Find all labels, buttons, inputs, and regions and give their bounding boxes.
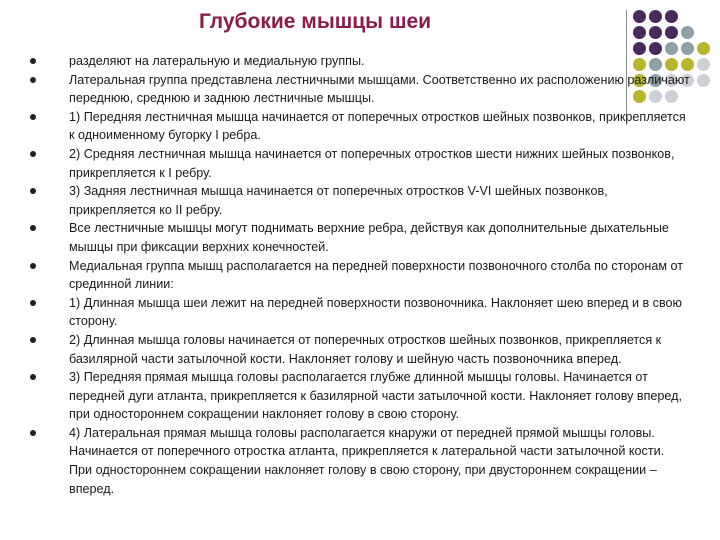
- bullet-text: 3) Передняя прямая мышца головы располагается глубже длинной мышцы головы. Начинается от передней дуги атланта, прикрепляется к базилярной части затылочной кости. Наклоняет голову вперед, при одностороннем сокращении наклоняет голову в свою сторону.: [69, 370, 683, 422]
- bullet-dot-icon: [30, 225, 36, 231]
- bullet-dot-icon: [30, 188, 36, 194]
- decorative-dot-icon: [697, 58, 710, 71]
- bullet-item: [30, 257, 690, 294]
- bullet-text: разделяют на латеральную и медиальную группы.: [69, 54, 365, 68]
- bullet-item: [30, 108, 690, 145]
- bullet-text: 2) Длинная мышца головы начинается от поперечных отростков шейных позвонков, прикрепляется к базилярной части затылочной кости. Наклоняет голову и шейную часть позвоночника вперед.: [69, 332, 662, 366]
- bullet-dot-icon: [30, 300, 36, 306]
- bullet-dot-icon: [30, 430, 36, 436]
- bullet-text: Все лестничные мышцы могут поднимать верхние ребра, действуя как дополнительные дыхательные мышцы при фиксации верхних конечностей.: [69, 221, 669, 254]
- bullet-text: 4) Латеральная прямая мышца головы располагается кнаружи от передней прямой мышцы головы. Начинается от поперечного отростка атланта, прикрепляется к латеральной части затылочной кости. При одностороннем сокращении наклоняет голову в свою сторону, при двустороннем сокращении – вперед.: [69, 425, 665, 496]
- bullet-dot-icon: [30, 58, 36, 64]
- bullet-dot-icon: [30, 151, 36, 157]
- bullet-text: 2) Средняя лестничная мышца начинается от поперечных отростков шести нижних шейных позвонков, прикрепляется к I ребру.: [69, 146, 675, 180]
- decorative-dot-icon: [665, 26, 678, 39]
- bullet-text: 3) Задняя лестничная мышца начинается от поперечных отростков V-VI шейных позвонков, прикрепляется ко II ребру.: [69, 184, 608, 217]
- decorative-dot-icon: [649, 10, 662, 23]
- bullet-item: [30, 182, 690, 219]
- bullet-item: [30, 294, 690, 331]
- decorative-dot-icon: [649, 26, 662, 39]
- bullet-text: 1) Длинная мышца шеи лежит на передней поверхности позвоночника. Наклоняет шею вперед и в свою сторону.: [69, 295, 682, 329]
- bullet-dot-icon: [30, 337, 36, 343]
- bullet-item: [30, 368, 690, 424]
- bullet-item: [30, 145, 690, 182]
- bullet-dot-icon: [30, 374, 36, 380]
- decorative-dot-icon: [697, 42, 710, 55]
- bullet-dot-icon: [30, 114, 36, 120]
- decorative-dot-icon: [665, 10, 678, 23]
- bullet-item: [30, 331, 690, 368]
- bullet-item: [30, 219, 690, 256]
- bullet-dot-icon: [30, 263, 36, 269]
- bullet-list: [30, 52, 690, 498]
- decorative-dot-icon: [681, 26, 694, 39]
- bullet-item: [30, 71, 690, 108]
- decorative-dot-icon: [697, 74, 710, 87]
- slide-title: Глубокие мышцы шеи: [198, 10, 432, 33]
- bullet-text: 1) Передняя лестничная мышца начинается от поперечных отростков шейных позвонков, прикрепляется к одноименному бугорку I ребра.: [69, 109, 686, 143]
- bullet-item: [30, 52, 690, 71]
- bullet-item: [30, 424, 690, 498]
- decorative-dot-icon: [633, 26, 646, 39]
- decorative-dot-icon: [633, 10, 646, 23]
- bullet-dot-icon: [30, 77, 36, 83]
- bullet-text: Латеральная группа представлена лестничными мышцами. Соответственно их расположению различают переднюю, среднюю и заднюю лестничные мышцы.: [69, 72, 690, 106]
- bullet-text: Медиальная группа мышц располагается на передней поверхности позвоночного столба по сторонам от срединной линии:: [69, 258, 683, 292]
